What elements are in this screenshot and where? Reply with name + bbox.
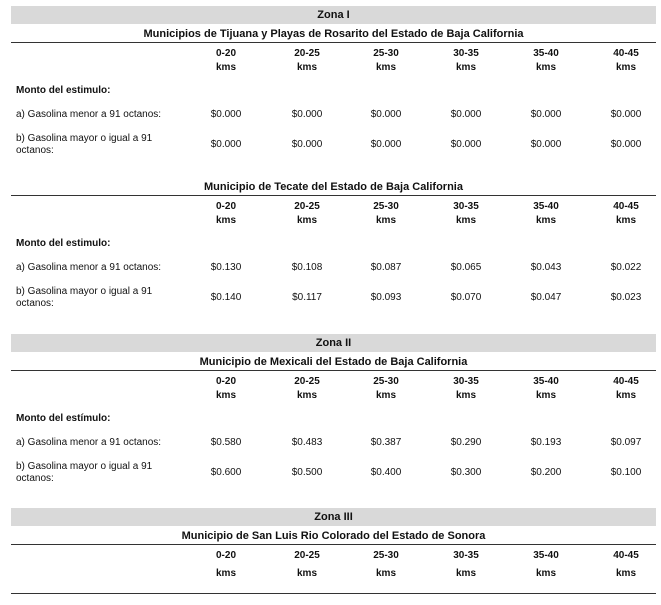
value-cell: $0.000 — [610, 139, 642, 150]
value-cell: $0.000 — [370, 139, 402, 150]
value-cell: $0.108 — [291, 262, 323, 273]
unit-label: kms — [455, 62, 476, 73]
unit-label: kms — [535, 215, 556, 226]
unit-label: kms — [296, 62, 317, 73]
zone-2 — [11, 334, 656, 504]
unit-label: kms — [375, 62, 396, 73]
unit-label: kms — [215, 568, 236, 579]
block-tecate — [11, 179, 656, 329]
row-label-b: b) Gasolina mayor o igual a 91 — [16, 133, 153, 144]
range-label: 20-25 — [294, 48, 320, 59]
row-label-a: a) Gasolina menor a 91 octanos: — [16, 262, 162, 273]
range-label: 30-35 — [453, 201, 479, 212]
value-cell: $0.000 — [450, 109, 482, 120]
unit-label: kms — [615, 390, 636, 401]
unit-label: kms — [615, 215, 636, 226]
unit-label: kms — [215, 390, 236, 401]
row-label-a: a) Gasolina menor a 91 octanos: — [16, 109, 162, 120]
value-cell: $0.387 — [370, 437, 402, 448]
value-cell: $0.022 — [610, 262, 642, 273]
value-cell: $0.100 — [610, 467, 642, 478]
unit-label: kms — [615, 62, 636, 73]
value-cell: $0.300 — [450, 467, 482, 478]
range-label: 0-20 — [215, 550, 236, 561]
value-cell: $0.130 — [210, 262, 242, 273]
range-label: 25-30 — [373, 550, 399, 561]
range-label: 30-35 — [453, 550, 479, 561]
unit-label: kms — [375, 215, 396, 226]
unit-label: kms — [296, 215, 317, 226]
unit-label: kms — [215, 215, 236, 226]
value-cell: $0.000 — [450, 139, 482, 150]
value-cell: $0.400 — [370, 467, 402, 478]
row-label-b-cont: octanos: — [16, 145, 54, 156]
unit-label: kms — [375, 568, 396, 579]
block-subtitle: Municipio de San Luis Rio Colorado del Estado de Sonora — [11, 528, 656, 545]
value-cell: $0.000 — [530, 109, 562, 120]
unit-label: kms — [455, 390, 476, 401]
range-label: 35-40 — [533, 201, 559, 212]
unit-label: kms — [535, 390, 556, 401]
unit-label: kms — [296, 568, 317, 579]
range-label: 20-25 — [294, 376, 320, 387]
value-cell: $0.043 — [530, 262, 562, 273]
range-label: 40-45 — [613, 201, 639, 212]
value-cell: $0.200 — [530, 467, 562, 478]
range-label: 0-20 — [215, 48, 236, 59]
value-cell: $0.000 — [370, 109, 402, 120]
range-label: 25-30 — [373, 201, 399, 212]
range-label: 40-45 — [613, 48, 639, 59]
value-cell: $0.087 — [370, 262, 402, 273]
row-label-a: a) Gasolina menor a 91 octanos: — [16, 437, 162, 448]
value-cell: $0.580 — [210, 437, 242, 448]
range-label: 25-30 — [373, 376, 399, 387]
value-cell: $0.193 — [530, 437, 562, 448]
value-cell: $0.000 — [291, 109, 323, 120]
range-label: 0-20 — [215, 376, 236, 387]
value-cell: $0.000 — [530, 139, 562, 150]
row-label-b-cont: octanos: — [16, 298, 54, 309]
value-cell: $0.600 — [210, 467, 242, 478]
range-label: 35-40 — [533, 376, 559, 387]
monto-label: Monto del estimulo: — [16, 85, 111, 96]
range-header — [11, 371, 656, 409]
value-cell: $0.500 — [291, 467, 323, 478]
value-cell: $0.000 — [610, 109, 642, 120]
range-header — [11, 196, 656, 234]
unit-label: kms — [535, 568, 556, 579]
zone-1 — [11, 6, 656, 176]
value-cell: $0.070 — [450, 292, 482, 303]
zone-3 — [11, 508, 656, 604]
value-cell: $0.140 — [210, 292, 242, 303]
value-cell: $0.000 — [291, 139, 323, 150]
row-label-b: b) Gasolina mayor o igual a 91 — [16, 461, 153, 472]
value-cell: $0.023 — [610, 292, 642, 303]
unit-label: kms — [615, 568, 636, 579]
value-cell: $0.093 — [370, 292, 402, 303]
range-label: 30-35 — [453, 48, 479, 59]
unit-label: kms — [455, 568, 476, 579]
range-header — [11, 545, 656, 594]
unit-label: kms — [535, 62, 556, 73]
value-cell: $0.000 — [210, 109, 242, 120]
value-cell: $0.290 — [450, 437, 482, 448]
zone-title: Zona III — [11, 508, 656, 526]
value-cell: $0.065 — [450, 262, 482, 273]
range-label: 25-30 — [373, 48, 399, 59]
value-cell: $0.047 — [530, 292, 562, 303]
block-subtitle: Municipio de Tecate del Estado de Baja California — [11, 179, 656, 196]
value-cell: $0.000 — [210, 139, 242, 150]
range-label: 35-40 — [533, 48, 559, 59]
range-label: 40-45 — [613, 550, 639, 561]
zone-title: Zona I — [11, 6, 656, 24]
range-label: 20-25 — [294, 201, 320, 212]
unit-label: kms — [215, 62, 236, 73]
zone-title: Zona II — [11, 334, 656, 352]
range-label: 35-40 — [533, 550, 559, 561]
unit-label: kms — [455, 215, 476, 226]
block-subtitle: Municipio de Mexicali del Estado de Baja California — [11, 354, 656, 371]
row-label-b: b) Gasolina mayor o igual a 91 — [16, 286, 153, 297]
range-label: 20-25 — [294, 550, 320, 561]
block-subtitle: Municipios de Tijuana y Playas de Rosarito del Estado de Baja California — [11, 26, 656, 43]
range-label: 40-45 — [613, 376, 639, 387]
monto-label: Monto del estímulo: — [16, 413, 111, 424]
unit-label: kms — [296, 390, 317, 401]
range-label: 0-20 — [215, 201, 236, 212]
value-cell: $0.097 — [610, 437, 642, 448]
monto-label: Monto del estimulo: — [16, 238, 111, 249]
unit-label: kms — [375, 390, 396, 401]
value-cell: $0.483 — [291, 437, 323, 448]
value-cell: $0.117 — [292, 292, 322, 303]
row-label-b-cont: octanos: — [16, 473, 54, 484]
range-header — [11, 43, 656, 81]
range-label: 30-35 — [453, 376, 479, 387]
